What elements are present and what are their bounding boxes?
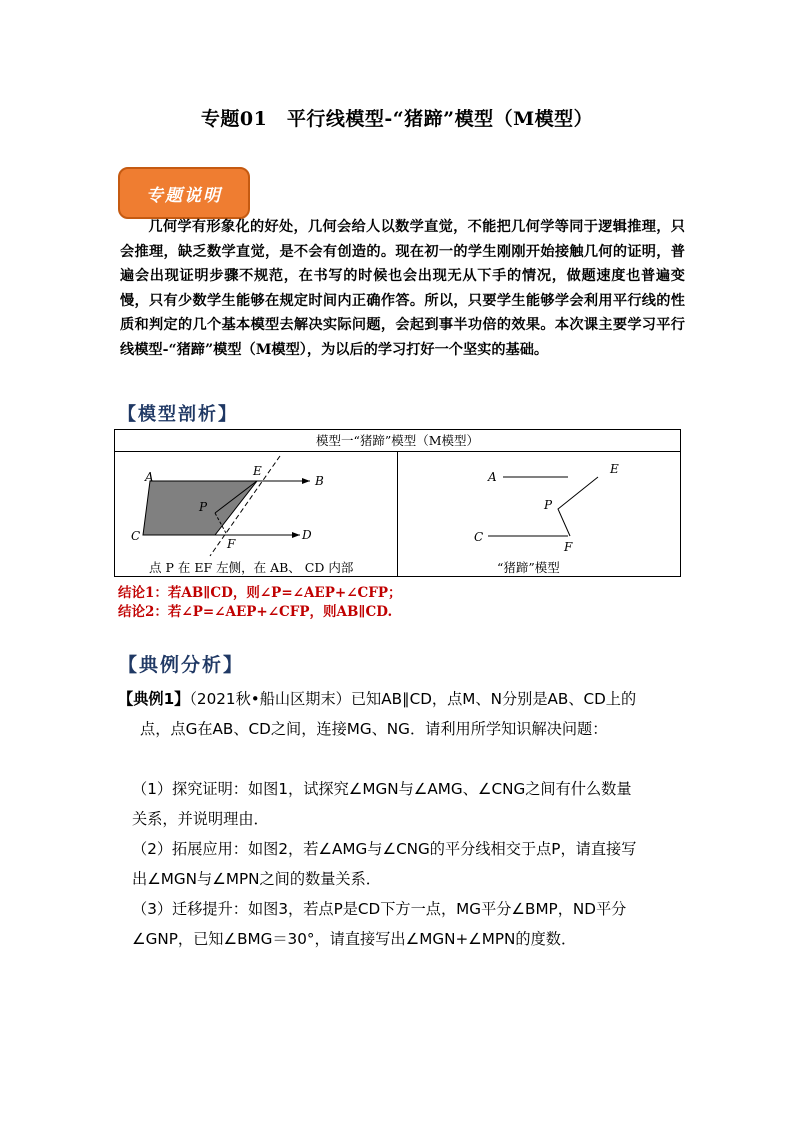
question-1-line-1: （1）探究证明：如图1，试探究∠MGN与∠AMG、∠CNG之间有什么数量	[132, 780, 632, 798]
right-hoof-path	[558, 477, 598, 536]
left-caption: 点 P 在 EF 左侧，在 AB、 CD 内部	[149, 560, 354, 575]
model-heading: 【模型剖析】	[118, 404, 238, 425]
right-label-p: P	[544, 498, 553, 512]
page-title: 专题01 平行线模型-“猪蹄”模型（M模型）	[200, 108, 594, 130]
example-source: （2021秋•船山区期末）	[189, 690, 351, 708]
label-d: D	[302, 528, 312, 542]
example-tag: 【典例1】	[118, 690, 190, 708]
right-caption: “猪蹄”模型	[497, 560, 560, 575]
question-3-line-1: （3）迁移提升：如图3，若点P是CD下方一点，MG平分∠BMP，ND平分	[132, 900, 627, 918]
arrow-d	[292, 532, 300, 538]
right-label-f: F	[564, 540, 573, 554]
right-label-c: C	[474, 530, 484, 544]
conclusion-1: 结论1：若AB∥CD，则∠P=∠AEP+∠CFP；	[118, 585, 402, 601]
topic-badge: 专题说明	[118, 167, 250, 219]
model-table	[114, 429, 681, 577]
question-2-line-1: （2）拓展应用：如图2，若∠AMG与∠CNG的平分线相交于点P，请直接写	[132, 840, 637, 858]
arrow-b	[302, 478, 310, 484]
right-label-e: E	[610, 462, 619, 476]
label-p: P	[199, 500, 208, 514]
question-3-line-2: ∠GNP，已知∠BMG＝30°，请直接写出∠MGN+∠MPN的度数．	[132, 930, 577, 948]
example-spacer	[118, 744, 698, 774]
example-line-1	[118, 684, 698, 714]
example-heading: 【典例分析】	[118, 654, 245, 676]
label-f: F	[227, 537, 236, 551]
question-1-line-2: 关系，并说明理由．	[132, 810, 269, 828]
conclusion-2: 结论2：若∠P=∠AEP+∠CFP，则AB∥CD.	[118, 604, 393, 620]
model-table-header: 模型一“猪蹄”模型（M模型）	[115, 430, 680, 452]
example-text-1: 已知AB∥CD，点M、N分别是AB、CD上的	[350, 690, 637, 708]
label-a: A	[145, 470, 154, 484]
intro-paragraph: 几何学有形象化的好处，几何会给人以数学直觉，不能把几何学等同于逻辑推理，只会推理，缺乏数学直觉，是不会有创造的。现在初一的学生刚刚开始接触几何的证明，普遍会出现证明步骤不规范，在书写的时候也会出现无从下手的情况，做题速度也普遍变慢，只有少数学生能够在规定时间内正确作答。所以，只要学生能够学会利用平行线的性质和判定的几个基本模型去解决实际问题，会起到事半功倍的效果。本次课主要学习平行线模型-“猪蹄”模型（M模型），为以后的学习打好一个坚实的基础。	[120, 219, 685, 358]
question-2-line-2: 出∠MGN与∠MPN之间的数量关系．	[132, 870, 381, 888]
label-c: C	[131, 529, 141, 543]
label-b: B	[315, 474, 324, 488]
right-label-a: A	[488, 470, 497, 484]
label-e: E	[253, 464, 262, 478]
example-line-2: 点，点G在AB、CD之间，连接MG、NG．请利用所学知识解决问题：	[140, 720, 608, 738]
example-1	[118, 684, 698, 954]
